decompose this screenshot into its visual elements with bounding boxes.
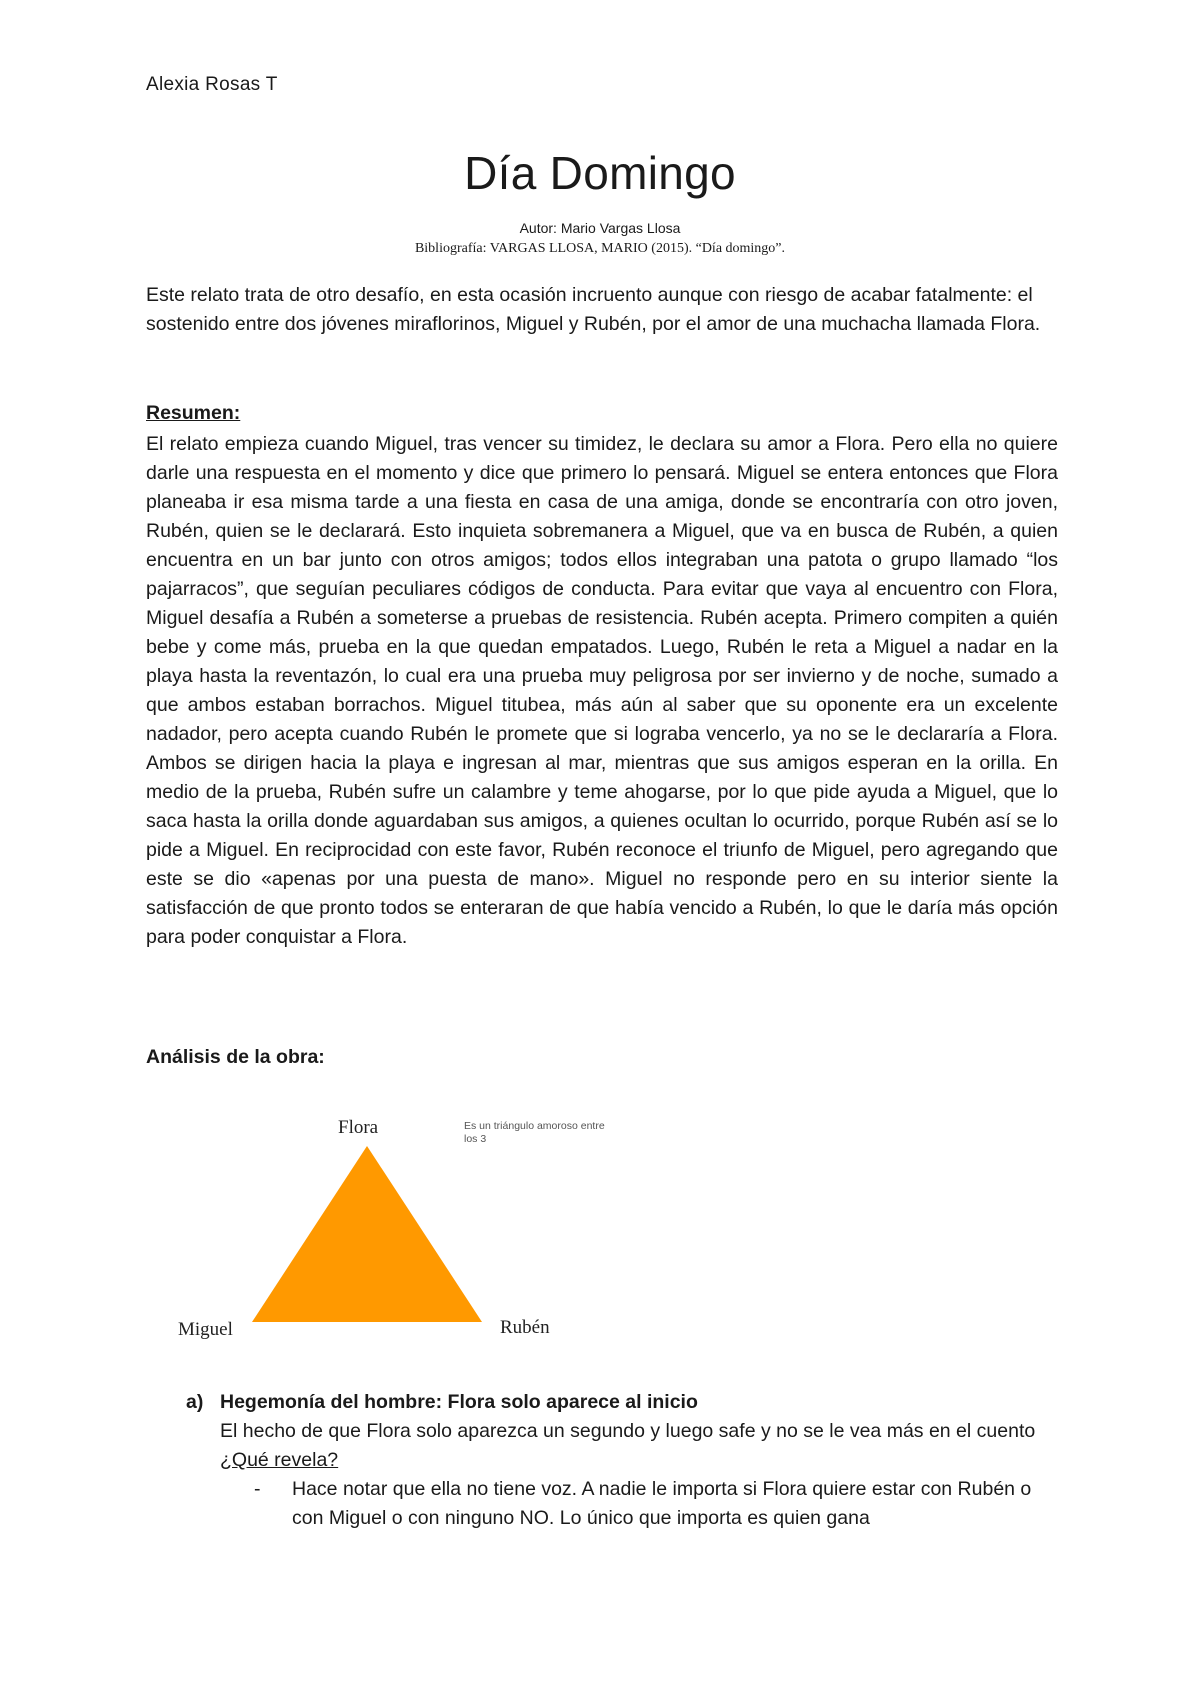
- bibliography: Bibliografía: VARGAS LLOSA, MARIO (2015). “Día domingo”.: [414, 241, 786, 256]
- analysis-heading: Análisis de la obra:: [146, 1046, 325, 1068]
- triangle-note-line1: Es un triángulo amoroso entre: [464, 1120, 605, 1132]
- item-question: ¿Qué revela?: [220, 1449, 339, 1471]
- summary-paragraph: El relato empieza cuando Miguel, tras vencer su timidez, le declara su amor a Flora. Pero ella no quiere darle una respuesta en el momento y dice que primero lo pensará. Miguel se entera entonces que Flora planeaba ir esa misma tarde a una fiesta en casa de una amiga, donde se encontraría con otro joven, Rubén, quien se le declarará. Esto inquieta sobremanera a Miguel, que va en busca de Rubén, a quien encuentra en un bar junto con otros amigos; todos ellos integraban una patota o grupo llamado “los pajarracos”, que seguían peculiares códigos de conducta. Para evitar que vaya al encuentro con Flora, Miguel desafía a Rubén a someterse a pruebas de resistencia. Rubén acepta. Primero compiten a quién bebe y come más, prueba en la que quedan empatados. Luego, Rubén le reta a Miguel a nadar en la playa hasta la reventazón, lo cual era una prueba muy peligrosa por ser invierno y de noche, sumado a que ambos estaban borrachos. Miguel titubea, más aún al saber que su oponente era un excelente nadador, pero acepta cuando Rubén le promete que si lograba vencerlo, ya no se le declararía a Flora. Ambos se dirigen hacia la playa e ingresan al mar, mientras que sus amigos esperan en la orilla. En medio de la prueba, Rubén sufre un calambre y teme ahogarse, por lo que pide ayuda a Miguel, que lo saca hasta la orilla donde aguardaban sus amigos, a quienes ocultan lo ocurrido, porque Rubén así se lo pide a Miguel. En reciprocidad con este favor, Rubén reconoce el triunfo de Miguel, pero agregando que este se dio «apenas por una puesta de mano». Miguel no responde pero en su interior siente la satisfacción de que pronto todos se enteraran de que había vencido a Rubén, lo que le daría más opción para poder conquistar a Flora.: [146, 433, 1058, 948]
- flora-label: Flora: [338, 1117, 379, 1138]
- love-triangle-diagram: [170, 1098, 630, 1348]
- ruben-label: Rubén: [500, 1317, 550, 1338]
- author-header: Alexia Rosas T: [146, 74, 278, 95]
- miguel-label: Miguel: [178, 1319, 233, 1340]
- summary-heading: Resumen:: [146, 402, 241, 424]
- item-body: El hecho de que Flora solo aparezca un segundo y luego safe y no se le vea más en el cuento: [220, 1420, 1036, 1442]
- page-title: Día Domingo: [464, 147, 736, 199]
- bullet-marker: -: [254, 1478, 261, 1500]
- item-heading: Hegemonía del hombre: Flora solo aparece al inicio: [220, 1391, 698, 1413]
- triangle-shape: [252, 1146, 482, 1322]
- item-text: [220, 1417, 1060, 1475]
- author-credit: Autor: Mario Vargas Llosa: [519, 220, 681, 236]
- item-marker: a): [186, 1391, 204, 1413]
- intro-paragraph: Este relato trata de otro desafío, en esta ocasión incruento aunque con riesgo de acabar fatalmente: el sostenido entre dos jóvenes miraflorinos, Miguel y Rubén, por el amor de una muchacha llamada Flora.: [146, 284, 1041, 335]
- triangle-note-line2: los 3: [464, 1133, 487, 1145]
- bullet-text: Hace notar que ella no tiene voz. A nadie le importa si Flora quiere estar con Rubén o con Miguel o con ninguno NO. Lo único que importa es quien gana: [292, 1478, 1032, 1529]
